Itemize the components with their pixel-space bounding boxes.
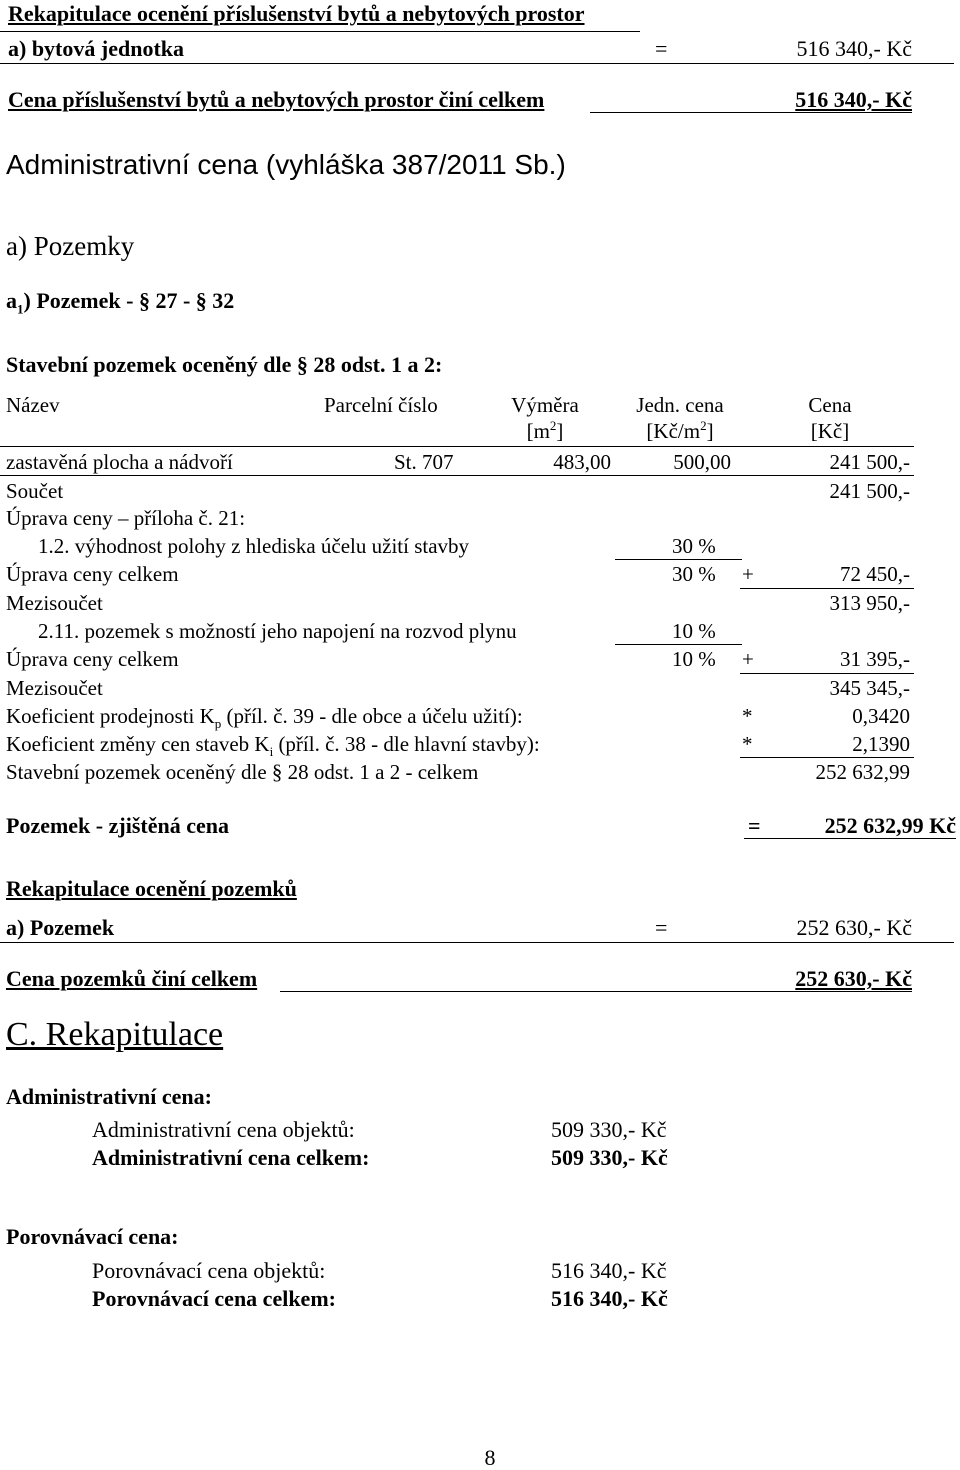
pozemku-total-underline: [280, 991, 912, 992]
mezisoucet2-label: Mezisoučet: [6, 676, 103, 700]
col-jedn-header: Jedn. cena: [636, 393, 724, 417]
table-row-rule: [0, 475, 914, 476]
administrativni-cena-heading: Administrativní cena (vyhláška 387/2011 Sb.): [6, 149, 566, 180]
admin-celkem-label: Administrativní cena celkem:: [92, 1145, 370, 1170]
porov-celkem-value: 516 340,- Kč: [551, 1286, 668, 1311]
administrativni-cena-section: Administrativní cena:: [6, 1084, 212, 1109]
uprava1-total-label: Úprava ceny celkem: [6, 562, 179, 586]
uprava2-value: 31 395,-: [840, 647, 910, 671]
pozemek-rule: [0, 942, 954, 943]
koeficient-ki-value: 2,1390: [852, 732, 910, 756]
uprava1-sign: +: [742, 562, 754, 586]
porov-celkem-label: Porovnávací cena celkem:: [92, 1286, 336, 1311]
admin-objektu-label: Administrativní cena objektů:: [92, 1117, 355, 1142]
koeficient-kp-label: Koeficient prodejnosti $K_p$ (příl. č. 39 - dle obce a účelu užití):: [6, 704, 523, 732]
mezisoucet1-label: Mezisoučet: [6, 591, 103, 615]
zjistena-cena-label: Pozemek - zjištěná cena: [6, 813, 229, 838]
mezisoucet2-value: 345 345,-: [829, 676, 910, 700]
uprava2-value-rule: [740, 673, 914, 674]
col-nazev-header: Název: [6, 393, 60, 417]
pozemek-eq: =: [655, 915, 668, 940]
porovnavaci-cena-section: Porovnávací cena:: [6, 1224, 179, 1249]
col-cena-header: Cena: [808, 393, 852, 417]
pozemku-total-label: Cena pozemků činí celkem: [6, 966, 258, 991]
row-nazev: zastavěná plocha a nádvoří: [6, 450, 233, 474]
soucet-label: Součet: [6, 479, 64, 503]
koeficient-ki-sign: *: [742, 732, 753, 756]
koeficient-ki-label: Koeficient změny cen staveb $K_i$ (příl. č. 38 - dle hlavní stavby):: [6, 732, 540, 760]
bytova-jednotka-value: 516 340,- Kč: [796, 36, 912, 61]
col-parcelni-header: Parcelní číslo: [324, 393, 438, 417]
uprava2-item: 2.11. pozemek s možností jeho napojení na rozvod plynu: [38, 619, 517, 643]
rekap-pozemku-heading: Rekapitulace ocenění pozemků: [6, 876, 297, 901]
row-parcelni: St. 707: [394, 450, 454, 474]
stavebni-pozemek-heading: Stavební pozemek oceněný dle § 28 odst. 1 a 2:: [6, 352, 443, 377]
uprava1-pct-rule: [615, 559, 742, 560]
uprava-ceny-heading: Úprava ceny – příloha č. 21:: [6, 506, 246, 530]
col-vymera-header: Výměra: [511, 393, 579, 417]
col-cena-unit: [Kč]: [810, 419, 850, 443]
row-rule: [0, 63, 954, 64]
koeficient-kp-value: 0,3420: [852, 704, 910, 728]
zjistena-cena-eq: =: [748, 813, 761, 838]
bytova-jednotka-label: a) bytová jednotka: [8, 36, 185, 61]
prislusenstvi-total-value: 516 340,- Kč: [795, 87, 912, 112]
porov-objektu-value: 516 340,- Kč: [551, 1258, 667, 1283]
mezisoucet1-value: 313 950,-: [829, 591, 910, 615]
uprava1-item: 1.2. výhodnost polohy z hlediska účelu užití stavby: [38, 534, 470, 558]
col-vymera-unit: $[m^2]$: [526, 418, 564, 443]
porov-objektu-label: Porovnávací cena objektů:: [92, 1258, 326, 1283]
zjistena-cena-value: 252 632,99 Kč: [824, 813, 956, 838]
col-jedn-unit: $[Kč/m^2]$: [646, 418, 714, 443]
uprava1-value: 72 450,-: [840, 562, 910, 586]
uprava2-total-label: Úprava ceny celkem: [6, 647, 179, 671]
c-rekapitulace-heading: C. Rekapitulace: [6, 1016, 224, 1053]
uprava2-total-pct: 10 %: [672, 647, 716, 671]
uprava1-value-rule: [740, 588, 914, 589]
admin-celkem-value: 509 330,- Kč: [551, 1145, 668, 1170]
page-number: 8: [484, 1445, 496, 1470]
row-vymera: 483,00: [553, 450, 611, 474]
uprava2-sign: +: [742, 647, 754, 671]
pozemek-label: a) Pozemek: [6, 915, 115, 940]
pozemek-value: 252 630,- Kč: [796, 915, 912, 940]
koeficient-ki-rule: [740, 757, 914, 758]
bytova-jednotka-eq: =: [655, 36, 668, 61]
stavebni-pozemek-celkem-value: 252 632,99: [815, 760, 910, 784]
total-underline: [590, 112, 912, 113]
koeficient-kp-sign: *: [742, 704, 753, 728]
stavebni-pozemek-celkem-label: Stavební pozemek oceněný dle § 28 odst. 1 a 2 - celkem: [6, 760, 479, 784]
rekap-prislusenstvi-heading: Rekapitulace ocenění příslušenství bytů a nebytových prostor: [8, 1, 585, 26]
pozemek-subheading: $a_1$) Pozemek - § 27 - § 32: [6, 288, 235, 317]
uprava1-pct: 30 %: [672, 534, 716, 558]
row-jedn: 500,00: [673, 450, 731, 474]
pozemku-total-value: 252 630,- Kč: [795, 966, 912, 991]
uprava1-total-pct: 30 %: [672, 562, 716, 586]
table-header-rule: [0, 446, 914, 447]
uprava2-pct-rule: [615, 644, 742, 645]
admin-objektu-value: 509 330,- Kč: [551, 1117, 667, 1142]
prislusenstvi-total-label: Cena příslušenství bytů a nebytových prostor činí celkem: [8, 87, 545, 112]
heading-rule: [0, 31, 640, 32]
uprava2-pct: 10 %: [672, 619, 716, 643]
zjistena-cena-rule: [744, 838, 956, 839]
soucet-value: 241 500,-: [829, 479, 910, 503]
pozemky-heading: a) Pozemky: [6, 231, 135, 261]
row-cena: 241 500,-: [829, 450, 910, 474]
